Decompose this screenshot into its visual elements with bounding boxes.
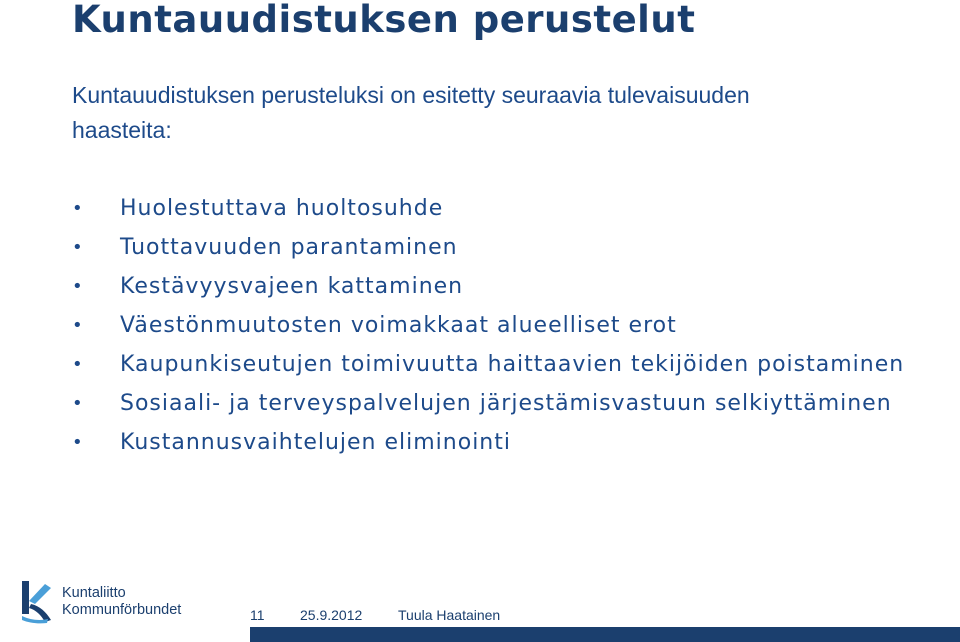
bullet-text: Kaupunkiseutujen toimivuutta haittaavien tekijöiden poistaminen: [120, 352, 905, 377]
bullet-dot-icon: •: [72, 198, 84, 219]
logo-text-swedish: Kommunförbundet: [62, 602, 182, 618]
bullet-dot-icon: •: [72, 432, 84, 453]
bullet-item: [72, 348, 932, 381]
bullet-item: [72, 231, 932, 264]
bullet-item: [72, 270, 932, 303]
bullet-item: [72, 426, 932, 459]
bullet-dot-icon: •: [72, 354, 84, 375]
bullet-text: Huolestuttava huoltosuhde: [120, 196, 444, 221]
slide-intro: Kuntauudistuksen perusteluksi on esitetty seuraavia tulevaisuuden haasteita:: [72, 82, 750, 143]
bullet-list: [72, 192, 932, 465]
slide-title: Kuntauudistuksen perustelut: [72, 0, 696, 41]
footer-bar: [250, 627, 960, 642]
bullet-item: [72, 309, 932, 342]
presentation-date: 25.9.2012: [300, 607, 363, 623]
bullet-dot-icon: •: [72, 315, 84, 336]
bullet-text: Tuottavuuden parantaminen: [120, 235, 458, 260]
page-number: 11: [250, 607, 265, 623]
slide-footer: [0, 576, 960, 642]
logo-text-finnish: Kuntaliitto: [62, 585, 126, 601]
bullet-text: Kustannusvaihtelujen eliminointi: [120, 430, 511, 455]
bullet-dot-icon: •: [72, 393, 84, 414]
kuntaliitto-logo-icon: [18, 578, 58, 624]
kuntaliitto-logo: [18, 578, 188, 624]
bullet-dot-icon: •: [72, 237, 84, 258]
bullet-item: [72, 192, 932, 225]
bullet-text: Kestävyysvajeen kattaminen: [120, 274, 464, 299]
bullet-text: Väestönmuutosten voimakkaat alueelliset erot: [120, 313, 677, 338]
bullet-text: Sosiaali- ja terveyspalvelujen järjestämisvastuun selkiyttäminen: [120, 391, 892, 416]
bullet-item: [72, 387, 932, 420]
bullet-dot-icon: •: [72, 276, 84, 297]
presenter-name: Tuula Haatainen: [398, 607, 501, 623]
